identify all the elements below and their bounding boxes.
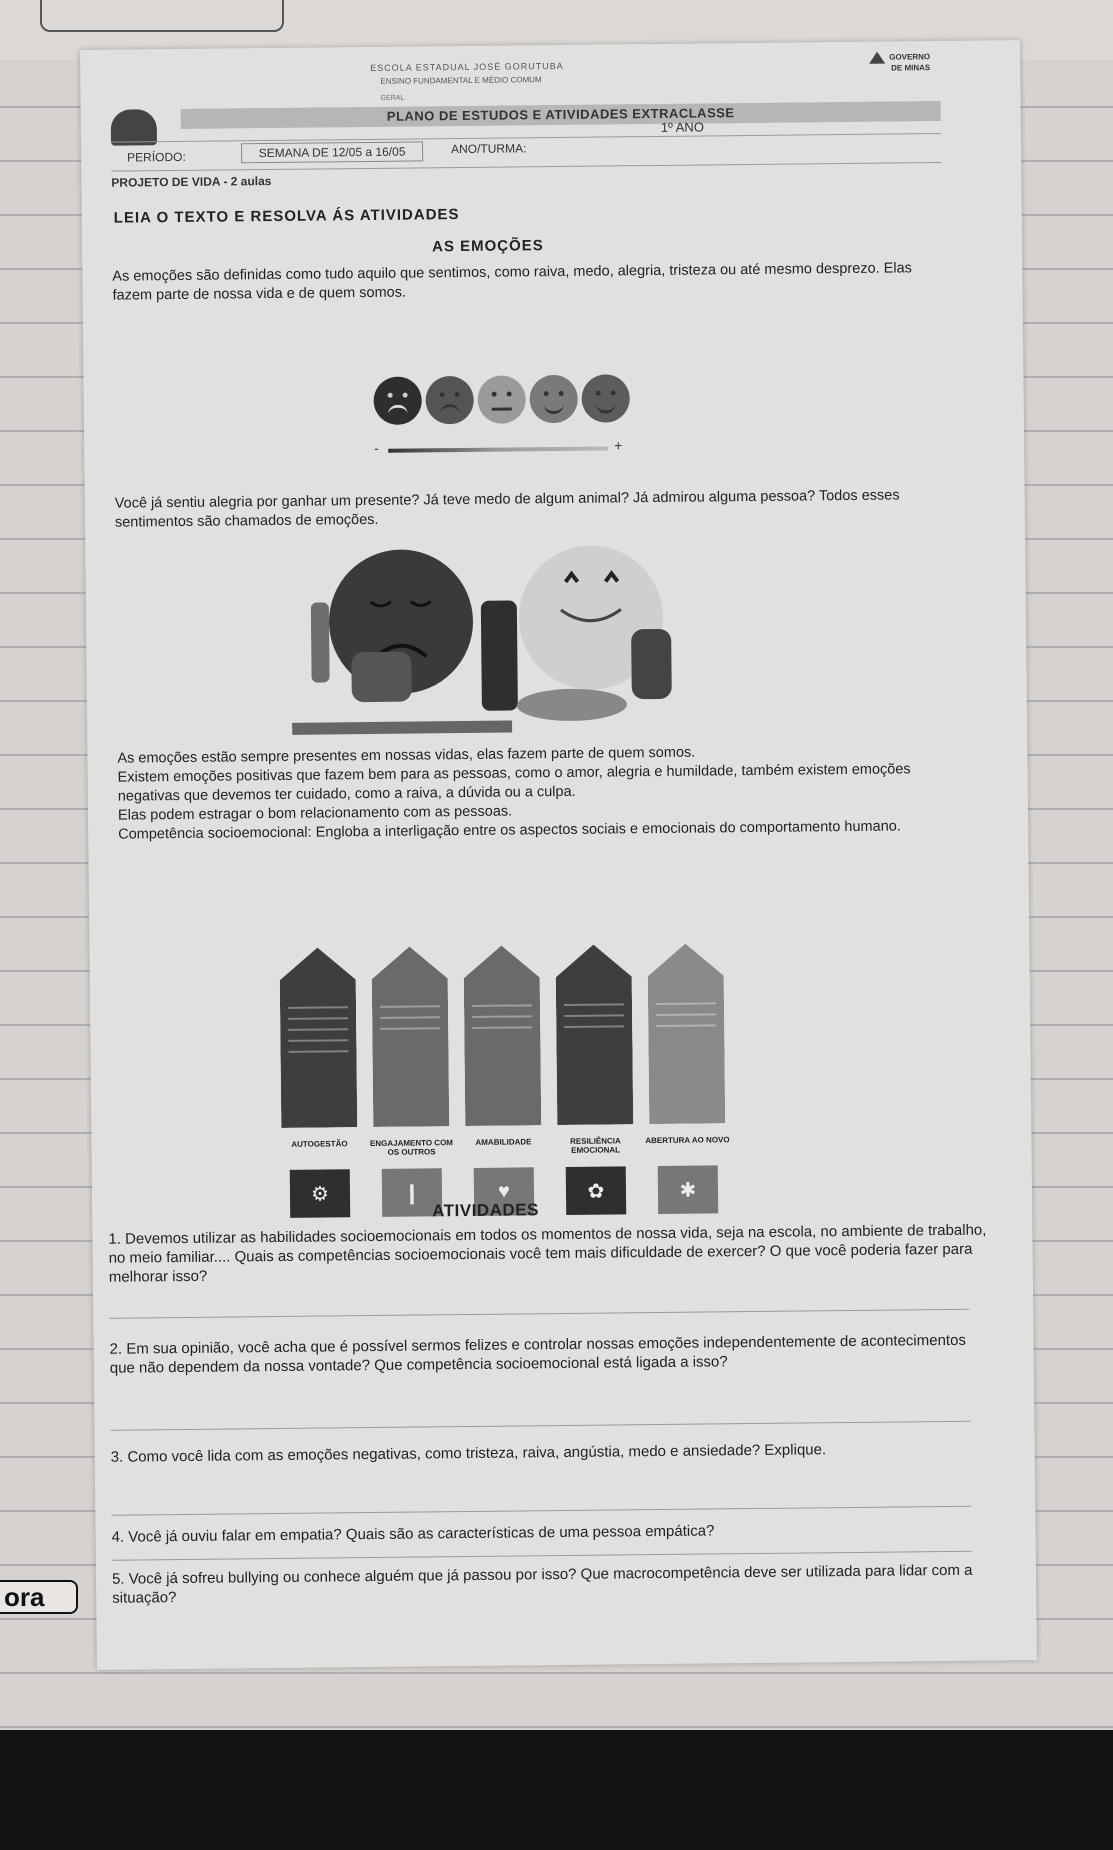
person-dancing (631, 629, 672, 699)
paragraph-3b: Existem emoções positivas que fazem bem para as pessoas, como o amor, alegria e humildade, também existem emoções negativas que devemos ter cuidado, como a raiva, a dúvida ou a culpa. (117, 761, 911, 805)
mountain-icon (869, 52, 885, 64)
pencil-sketch (40, 0, 284, 32)
person-lying (517, 688, 627, 721)
flower-icon: ✿ (566, 1166, 626, 1215)
dark-surface (0, 1730, 1113, 1850)
school-geral: GERAL (380, 94, 405, 102)
question-3: 3. Como você lida com as emoções negativas, como tristeza, raiva, angústia, medo e ansiedade? Explique. (110, 1441, 827, 1466)
worksheet (80, 40, 1037, 1670)
heart-icon: ♥ (474, 1167, 534, 1216)
person-center (481, 600, 518, 710)
face-unhappy-icon (425, 376, 474, 425)
face-neutral-icon (477, 375, 526, 424)
activities-title: ATIVIDADES (432, 1200, 539, 1221)
gear-icon: ⚙ (290, 1169, 350, 1218)
face-sad-icon (373, 376, 422, 425)
scale-plus: + (614, 437, 623, 454)
grade-label: 1º ANO (660, 119, 704, 135)
answer-line (111, 1506, 971, 1516)
competency-column-2 (371, 946, 449, 1127)
person-sitting (351, 652, 412, 703)
competency-column-5 (647, 943, 725, 1124)
competency-label-4: RESILIÊNCIA EMOCIONAL (570, 1136, 621, 1155)
school-logo-icon (111, 109, 157, 145)
question-2: 2. Em sua opinião, você acha que é possível sermos felizes e controlar nossas emoções independentemente de acontecimentos que não dependem da nossa vontade? Que competência socioemocional está ligada a isso? (109, 1331, 966, 1377)
plan-title: PLANO DE ESTUDOS E ATIVIDADES EXTRACLASSE (181, 101, 941, 129)
emotion-faces (373, 374, 634, 437)
emotion-scale (374, 437, 634, 457)
competency-label-5: ABERTURA AO NOVO (645, 1135, 730, 1146)
paragraph-3c: Elas podem estragar o bom relacionamento com as pessoas. (117, 803, 513, 824)
period-row (111, 133, 941, 172)
competency-label-3: AMABILIDADE (475, 1137, 532, 1147)
margin-label: ora (0, 1580, 78, 1614)
instruction: LEIA O TEXTO E RESOLVA ÁS ATIVIDADES (113, 206, 460, 227)
answer-line (112, 1551, 972, 1561)
text-title: AS EMOÇÕES (431, 237, 544, 256)
competency-label-1: AUTOGESTÃO (291, 1139, 348, 1149)
answer-line (109, 1309, 969, 1319)
school-name: ESCOLA ESTADUAL JOSÉ GORUTUBA (370, 60, 564, 73)
question-5: 5. Você já sofreu bullying ou conhece alguém que já passou por isso? Que macrocompetência deve ser utilizada para lidar com a situação? (111, 1561, 973, 1607)
paragraph-3 (117, 741, 958, 845)
emotions-illustration (290, 538, 712, 737)
answer-line (110, 1421, 970, 1431)
government-logo: GOVERNO DE MINAS (860, 51, 930, 78)
face-happy-icon (581, 374, 630, 423)
paragraph-3d: Competência socioemocional: Engloba a interligação entre os aspectos sociais e emocionais do comportamento humano. (118, 818, 901, 843)
lightbulb-icon: ✱ (658, 1165, 718, 1214)
paragraph-3a: As emoções estão sempre presentes em nossas vidas, elas fazem parte de quem somos. (117, 744, 696, 767)
paragraph-1: As emoções são definidas como tudo aquilo que sentimos, como raiva, medo, alegria, tristeza ou até mesmo desprezo. Elas fazem parte de nossa vida e de quem somos. (112, 260, 912, 304)
person-icon: ❙ (382, 1168, 442, 1217)
paragraph-2: Você já sentiu alegria por ganhar um presente? Já teve medo de algum animal? Já admirou alguma pessoa? Todos esses sentimentos são chamados de emoções. (114, 487, 900, 531)
week-box: SEMANA DE 12/05 a 16/05 (241, 141, 423, 163)
question-4: 4. Você já ouviu falar em empatia? Quais são as características de uma pessoa empática? (111, 1522, 715, 1546)
competency-column-1 (279, 947, 357, 1128)
face-content-icon (529, 375, 578, 424)
question-1: 1. Devemos utilizar as habilidades socioemocionais em todos os momentos de nossa vida, seja na escola, no ambiente de trabalho, no meio familiar.... Quais as competências socioemocionais você tem mais dificuldade de exercer? O que você poderia fazer para melhorar isso? (108, 1221, 987, 1286)
school-level: ENSINO FUNDAMENTAL E MÉDIO COMUM (380, 75, 542, 86)
period-label: PERÍODO: (127, 149, 186, 165)
competency-column-3 (463, 945, 541, 1126)
scale-minus: - (374, 439, 379, 456)
competency-label-2: ENGAJAMENTO COM OS OUTROS (369, 1138, 453, 1157)
class-label: ANO/TURMA: (450, 141, 527, 157)
competency-column-4 (555, 944, 633, 1125)
competencies-infographic (279, 943, 730, 1206)
project-label: PROJETO DE VIDA - 2 aulas (111, 174, 272, 190)
person-standing (311, 602, 330, 682)
